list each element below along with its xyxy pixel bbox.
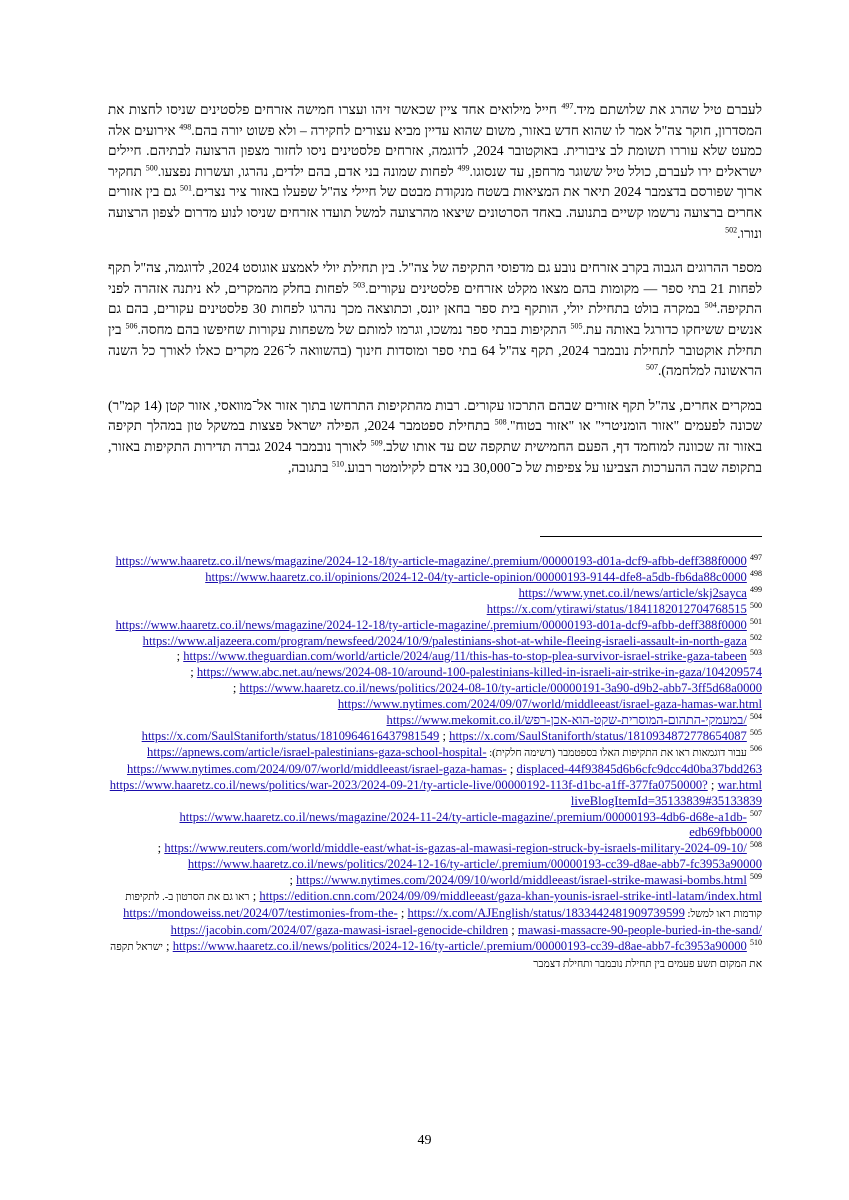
footnote-link[interactable]: https://www.theguardian.com/world/article/2024/aug/11/this-has-to-stop-plea-survivor-israel-strike-gaza-tabeen bbox=[183, 649, 747, 664]
footnote bbox=[108, 841, 762, 873]
paragraph-text: תחקיר ארוך שפורסם בדצמבר 2024 תיאר את המציאות בשטח מנקודת מבטם של חיילי צה"ל שפעלו באזור ציר נצרים. bbox=[108, 163, 762, 200]
footnote-number: 497 bbox=[750, 552, 762, 562]
page-number: 49 bbox=[417, 1133, 432, 1148]
paragraph-text: בתחילת ספטמבר 2024, הפילה ישראל פצצות במשקל טון במהלך תקיפה באזור זה שכוונה למוחמד דף, הפעם החמישית שתקפה שם עד אותו שלב. bbox=[108, 418, 762, 454]
footnote-separator-text: ; bbox=[176, 649, 184, 664]
footnote-link[interactable]: https://x.com/SaulStaniforth/status/1810934872778654087 bbox=[449, 728, 747, 743]
paragraph-text: אירועים אלה כמעט שלא עוררו תשומת לב ציבורית. באוקטובר 2024, לדוגמה, אזרחים פלסטינים ניסו לחזור מצפון הרצועה לבתיהם. חיילים ישראלים ירו לעברם, כולל טיל ששוגר מרחפן, עד שנסוגו. bbox=[108, 122, 762, 179]
footnote-link[interactable]: https://www.nytimes.com/2024/09/07/world/middleeast/israel-gaza-hamas-war.html bbox=[126, 761, 762, 792]
footnote-separator-text: ; bbox=[397, 905, 408, 920]
paragraph-text: לפחות שמונה בני אדם, בהם ילדים, נהרגו, ועשרות נפצעו. bbox=[157, 163, 458, 179]
footnote-link[interactable]: https://www.mekomit.co.il/במעמקי-התהום-המוסרית-שקט-הוא-אכן-רפש/ bbox=[386, 713, 747, 728]
footnote-separator-text: ; bbox=[190, 665, 197, 680]
footnote-ref[interactable]: 497 bbox=[561, 101, 574, 111]
paragraph-text: בין תחילת אוקטובר לתחילת נובמבר 2024, תקף צה"ל 64 בתי ספר ומוסדות חינוך (בהשוואה ל־226 מקרים כאלו לאורך כל השנה הראשונה למלחמה). bbox=[108, 321, 762, 379]
footnote-text: ישראל תקפה את המקום תשע פעמים בין תחילת נובמבר ותחילת דצמבר bbox=[110, 941, 762, 970]
footnote bbox=[108, 873, 762, 939]
footnote-number: 499 bbox=[750, 584, 762, 594]
paragraph-text: גם בין אזורים אחרים ברצועה נרשמו קשיים בתנועה. באחד הסרטונים שיצאו מהרצועה למשל תועדו אזרחים שניסו לנוע מדרום לצפון הרצועה ונורו. bbox=[108, 184, 762, 241]
footnote-separator-text: ; bbox=[289, 873, 297, 888]
paragraph bbox=[108, 100, 762, 244]
footnote-link[interactable]: https://x.com/ytirawi/status/1841182012704768515 bbox=[486, 601, 747, 616]
paragraph bbox=[108, 396, 762, 478]
footnote-link[interactable]: https://apnews.com/article/israel-palestinians-gaza-school-hospital-displaced-44f93845d6b6cfc9dcc4d0ba37bdd263 bbox=[147, 744, 762, 776]
footnote-link[interactable]: https://edition.cnn.com/2024/09/09/middleeast/gaza-khan-younis-israel-strike-intl-latam/index.html bbox=[259, 889, 762, 904]
footnote bbox=[108, 713, 762, 729]
footnote bbox=[108, 745, 762, 810]
footnote bbox=[108, 649, 762, 713]
paragraph bbox=[108, 258, 762, 382]
footnote-number: 507 bbox=[750, 808, 762, 818]
footnote-number: 502 bbox=[750, 632, 762, 642]
footnote-text: עבור דוגמאות ראו את התקיפות האלו בספטמבר (רשימה חלקית): bbox=[486, 747, 747, 759]
paragraph-text: לאורך נובמבר 2024 גברה תדירות התקיפות באזור, בתקופה שבה ההערכות הצביעו על צפיפות של כ־30,000 בני אדם לקילומטר רבוע. bbox=[108, 438, 762, 475]
footnote-link[interactable]: https://www.haaretz.co.il/news/politics/2024-12-16/ty-article/.premium/00000193-cc39-d8ae-abb7-fc3953a90000 bbox=[172, 938, 747, 953]
footnote bbox=[108, 729, 762, 745]
paragraph-text: במקרה בולט בתחילת יולי, הותקף בית ספר בחאן יונס, וכתוצאה מכך נהרגו לפחות 30 פלסטינים עקורים, בהם גם אנשים ששיחקו כדורגל באותה עת. bbox=[108, 301, 762, 337]
footnote-ref[interactable]: 508 bbox=[494, 417, 507, 427]
footnote-number: 506 bbox=[750, 743, 762, 753]
paragraph-text: מספר ההרוגים הגבוה בקרב אזרחים נובע גם מדפוסי התקיפה של צה"ל. בין תחילת יולי לאמצע אוגוסט 2024, לדוגמה, צה"ל תקף לפחות 21 בתי ספר — מקומות בהם מצאו מקלט אזרחים פלסטינים עקורים. bbox=[108, 260, 762, 296]
footnote-separator-text: ; bbox=[157, 841, 165, 856]
footnote-link[interactable]: https://www.haaretz.co.il/news/magazine/2024-12-18/ty-article-magazine/.premium/00000193-d01a-dcf9-afbb-deff388f0000 bbox=[115, 554, 747, 568]
footnote-link[interactable]: https://www.nytimes.com/2024/09/10/world/middleeast/israel-strike-mawasi-bombs.html bbox=[296, 873, 747, 888]
footnote bbox=[108, 570, 762, 586]
footnote-number: 501 bbox=[750, 616, 762, 626]
footnote-link[interactable]: https://www.reuters.com/world/middle-east/what-is-gazas-al-mawasi-region-struck-by-israels-military-2024-09-10/ bbox=[164, 841, 747, 856]
footnote-ref[interactable]: 501 bbox=[179, 183, 192, 193]
paragraph-text: חייל מילואים אחד ציין שכאשר זיהו ועצרו חמישה אזרחים פלסטינים שניסו לחצות את המסדרון, חוקר צה"ל אמר לו שהוא חדש באזור, משום שהוא עדיין מביא עצורים לחקירה – ולא פשוט יורה בהם. bbox=[108, 102, 763, 138]
footnote-separator-text: ; bbox=[508, 922, 518, 937]
footnote-ref[interactable]: 507 bbox=[645, 362, 658, 372]
footnote-link[interactable]: https://www.haaretz.co.il/news/magazine/2024-11-24/ty-article-magazine/.premium/00000193-4db6-d68e-a1db-edb69fbb0000 bbox=[179, 809, 762, 840]
body-text bbox=[108, 100, 762, 492]
footnote-number: 500 bbox=[750, 600, 762, 610]
footnote-link[interactable]: https://www.aljazeera.com/program/newsfeed/2024/10/9/palestinians-shot-at-while-fleeing-israeli-assault-in-north-gaza bbox=[142, 633, 747, 648]
footnote-ref[interactable]: 500 bbox=[145, 163, 158, 173]
footnote-ref[interactable]: 504 bbox=[704, 300, 717, 310]
footnote-number: 509 bbox=[750, 871, 762, 881]
footnote-ref[interactable]: 498 bbox=[179, 122, 192, 132]
footnote-ref[interactable]: 499 bbox=[457, 163, 470, 173]
paragraph-text: במקרים אחרים, צה"ל תקף אזורים שבהם התרכזו עקורים. רבות מהתקיפות התרחשו בתוך אזור אל־מוואסי, אזור קטן (14 קמ"ר) שכונה לפעמים "אזור הומניטרי" או "אזור בטוח". bbox=[108, 397, 762, 434]
footnote-link[interactable]: https://www.haaretz.co.il/news/politics/2024-08-10/ty-article/00000191-3a90-d9b2-abb7-3ff5d68a0000 bbox=[239, 681, 762, 696]
footnote-link[interactable]: https://www.abc.net.au/news/2024-08-10/around-100-palestinians-killed-in-israeli-air-strike-in-gaza/104209574 bbox=[196, 665, 762, 680]
footnote bbox=[108, 634, 762, 650]
footnote-link[interactable]: https://jacobin.com/2024/07/gaza-mawasi-israel-genocide-children bbox=[170, 922, 509, 937]
footnote-number: 510 bbox=[750, 937, 762, 947]
footnote bbox=[108, 586, 762, 602]
footnote-link[interactable]: https://www.ynet.co.il/news/article/skj2sayca bbox=[518, 585, 747, 600]
footnote-number: 503 bbox=[750, 648, 762, 658]
footnote-link[interactable]: https://www.nytimes.com/2024/09/07/world/middleeast/israel-gaza-hamas-war.html bbox=[337, 697, 762, 712]
footnote bbox=[108, 618, 762, 634]
footnote-ref[interactable]: 506 bbox=[125, 321, 138, 331]
paragraph-text: לפחות בחלק מהמקרים, לא ניתנה אזהרה לפני התקיפה. bbox=[108, 280, 762, 317]
footnote-separator-text: ; bbox=[232, 681, 240, 696]
paragraph-text: בתגובה, bbox=[287, 459, 332, 475]
footnote-link[interactable]: https://www.haaretz.co.il/news/magazine/2024-12-18/ty-article-magazine/.premium/00000193-d01a-dcf9-afbb-deff388f0000 bbox=[115, 617, 747, 632]
footnote-separator-text: ; bbox=[162, 938, 173, 953]
footnote-link[interactable]: https://www.haaretz.co.il/news/politics/war-2023/2024-09-21/ty-article-live/00000192-113f-d1bc-a1ff-377fa0750000?liveBlogItemId=35133839#35133839 bbox=[109, 777, 762, 808]
footnote-separator-text: ; bbox=[439, 728, 450, 743]
footnote-text: ראו גם את הסרטון ב-. לתקיפות קודמות ראו למשל: bbox=[125, 892, 762, 920]
footnote-ref[interactable]: 502 bbox=[725, 225, 738, 235]
footnote-link[interactable]: https://x.com/SaulStaniforth/status/1810964616437981549 bbox=[141, 728, 440, 743]
footnote-ref[interactable]: 505 bbox=[570, 321, 583, 331]
footnote-number: 504 bbox=[750, 711, 762, 721]
footnote bbox=[108, 554, 762, 570]
footnote-link[interactable]: https://mondoweiss.net/2024/07/testimonies-from-the-mawasi-massacre-90-people-buried-in-the-sand/ bbox=[123, 905, 762, 937]
footnote-link[interactable]: https://x.com/AJEnglish/status/1833442481909739599 bbox=[407, 905, 685, 920]
footnote-number: 498 bbox=[750, 568, 762, 578]
footnote-number: 508 bbox=[750, 840, 762, 850]
footnote bbox=[108, 810, 762, 842]
footnote-ref[interactable]: 503 bbox=[353, 280, 366, 290]
footnote-separator-text: ; bbox=[707, 777, 718, 792]
footnote-separator-text: ; bbox=[506, 761, 517, 776]
paragraph-text: לעברם טיל שהרג את שלושתם מיד. bbox=[573, 102, 762, 117]
paragraph-text: התקיפות בבתי ספר נמשכו, וגרמו למותם של משפחות עקורות שחיפשו בהם מחסה. bbox=[137, 321, 571, 337]
footnotes bbox=[108, 554, 762, 973]
footnote-link[interactable]: https://www.haaretz.co.il/opinions/2024-12-04/ty-article-opinion/00000193-9144-dfe8-a5db-fb6da88c0000 bbox=[205, 569, 747, 584]
footnote-link[interactable]: https://www.haaretz.co.il/news/politics/2024-12-16/ty-article/.premium/00000193-cc39-d8ae-abb7-fc3953a90000 bbox=[187, 857, 762, 872]
footnote-ref[interactable]: 510 bbox=[331, 458, 344, 468]
footnote bbox=[108, 602, 762, 618]
footnote-ref[interactable]: 509 bbox=[370, 438, 383, 448]
footnote bbox=[108, 939, 762, 973]
footnote-separator bbox=[540, 536, 762, 537]
footnote-number: 505 bbox=[750, 727, 762, 737]
footnote-separator-text: ; bbox=[249, 889, 260, 904]
